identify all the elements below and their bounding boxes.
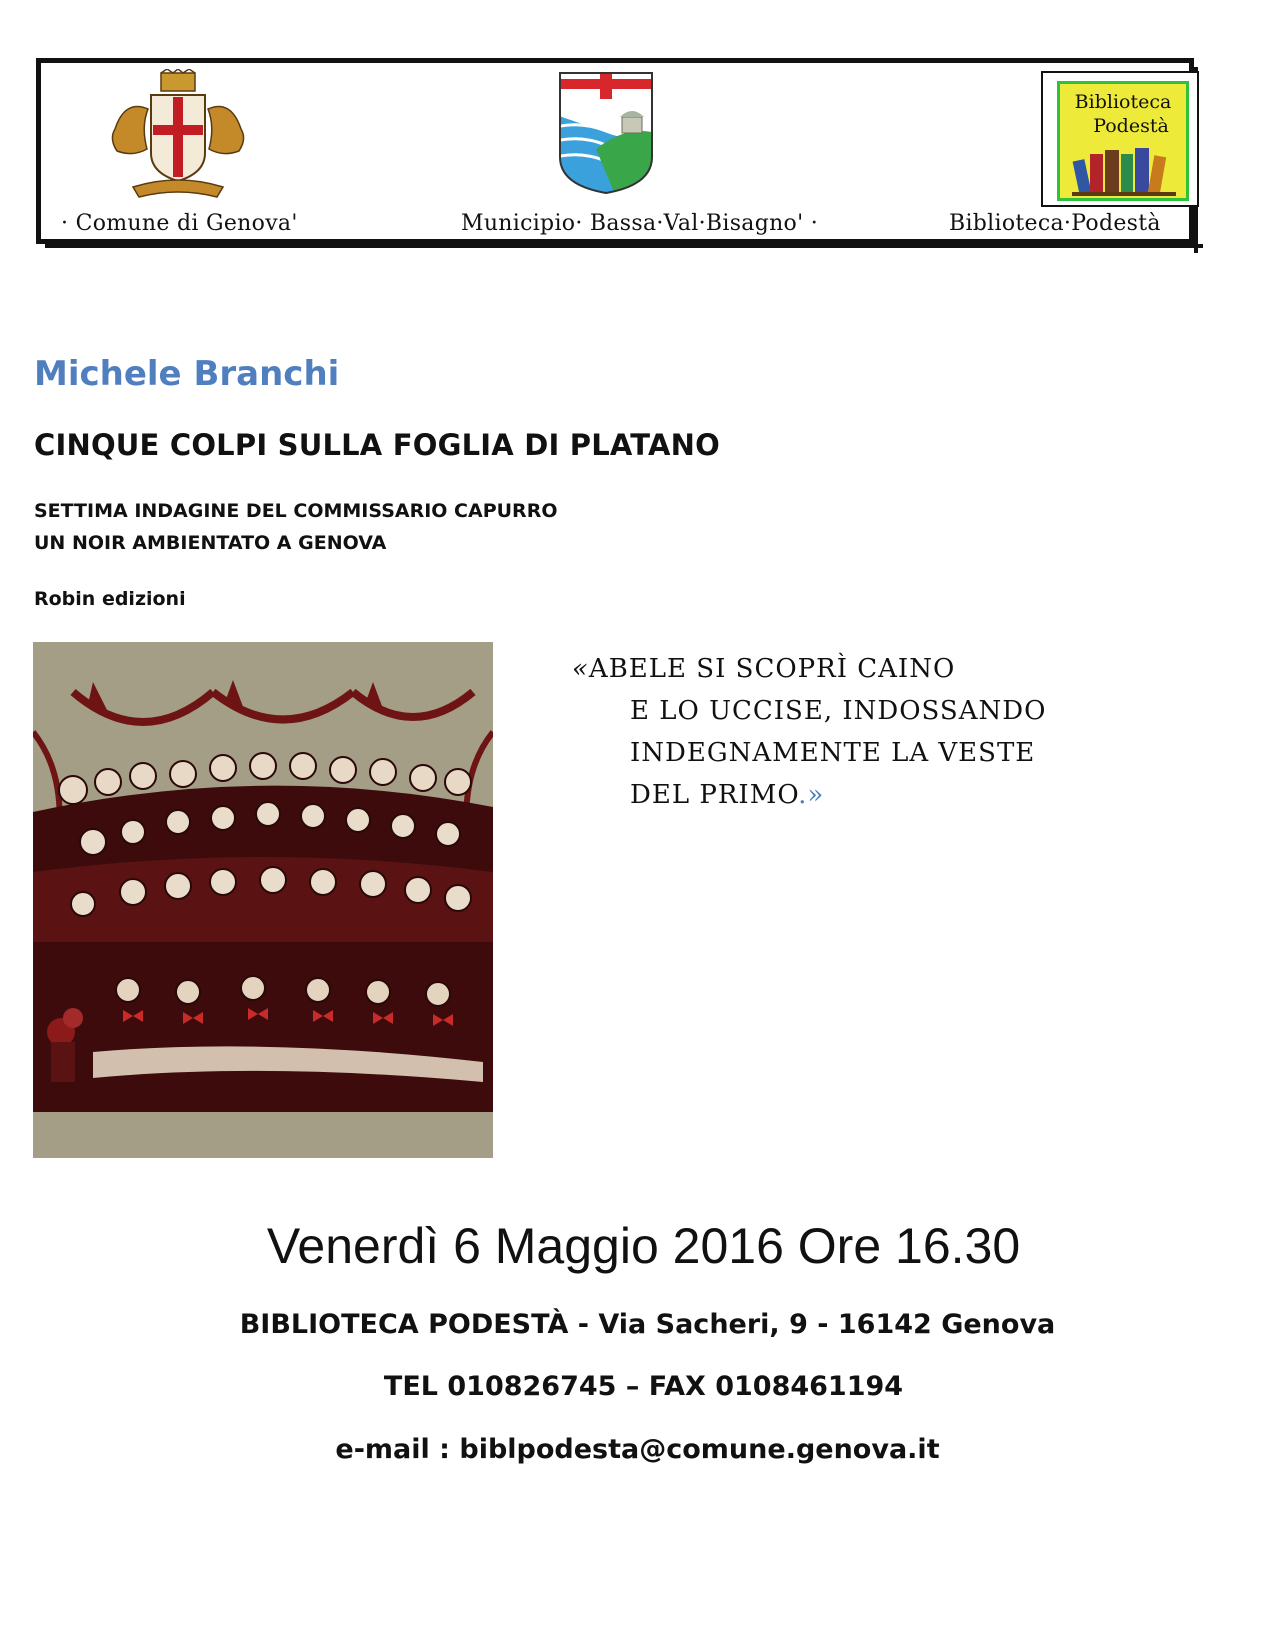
subtitle-line-1: SETTIMA INDAGINE DEL COMMISSARIO CAPURRO: [34, 500, 558, 522]
quote-line-2: E LO UCCISE, INDOSSANDO: [630, 696, 1047, 726]
municipio-caption: Municipio· Bassa·Val·Bisagno' ·: [461, 211, 819, 236]
book-cover-photo: [33, 642, 493, 1158]
quote-line-4: [600, 774, 1046, 816]
quote-close-mark: .»: [798, 780, 825, 810]
class-photo-illustration: [33, 642, 493, 1158]
biblioteca-caption: Biblioteca·Podestà: [949, 211, 1161, 236]
book-title: CINQUE COLPI SULLA FOGLIA DI PLATANO: [34, 428, 720, 462]
comune-genova-caption: · Comune di Genova': [61, 211, 298, 236]
banner-shadow-bottom: [45, 244, 1203, 248]
quote-line-4-text: DEL PRIMO: [630, 780, 799, 810]
header-banner: [36, 58, 1194, 244]
event-date-time: Venerdì 6 Maggio 2016 Ore 16.30: [266, 1218, 1021, 1274]
comune-genova-coat-of-arms: [103, 69, 253, 204]
book-quote: [572, 648, 1047, 816]
books-icon: [1072, 146, 1176, 196]
biblioteca-logo-frame: [1041, 71, 1199, 207]
event-email: e-mail : biblpodesta@comune.genova.it: [335, 1434, 940, 1465]
quote-open-mark: «: [572, 654, 589, 684]
subtitle-line-2: UN NOIR AMBIENTATO A GENOVA: [34, 532, 387, 554]
event-venue: BIBLIOTECA PODESTÀ - Via Sacheri, 9 - 16142 Genova: [239, 1309, 1056, 1340]
event-phone-fax: TEL 010826745 – FAX 0108461194: [383, 1371, 904, 1402]
biblioteca-logo: [1057, 81, 1189, 201]
biblioteca-logo-text-1: Biblioteca: [1074, 91, 1172, 113]
municipio-shield: [556, 69, 656, 197]
quote-line-1: [572, 648, 1046, 690]
author-name: Michele Branchi: [34, 354, 340, 394]
quote-line-1-text: ABELE SI SCOPRÌ CAINO: [588, 654, 956, 684]
publisher: Robin edizioni: [34, 588, 186, 610]
biblioteca-logo-text-2: Podestà: [1093, 115, 1169, 137]
quote-line-3: INDEGNAMENTE LA VESTE: [630, 738, 1036, 768]
